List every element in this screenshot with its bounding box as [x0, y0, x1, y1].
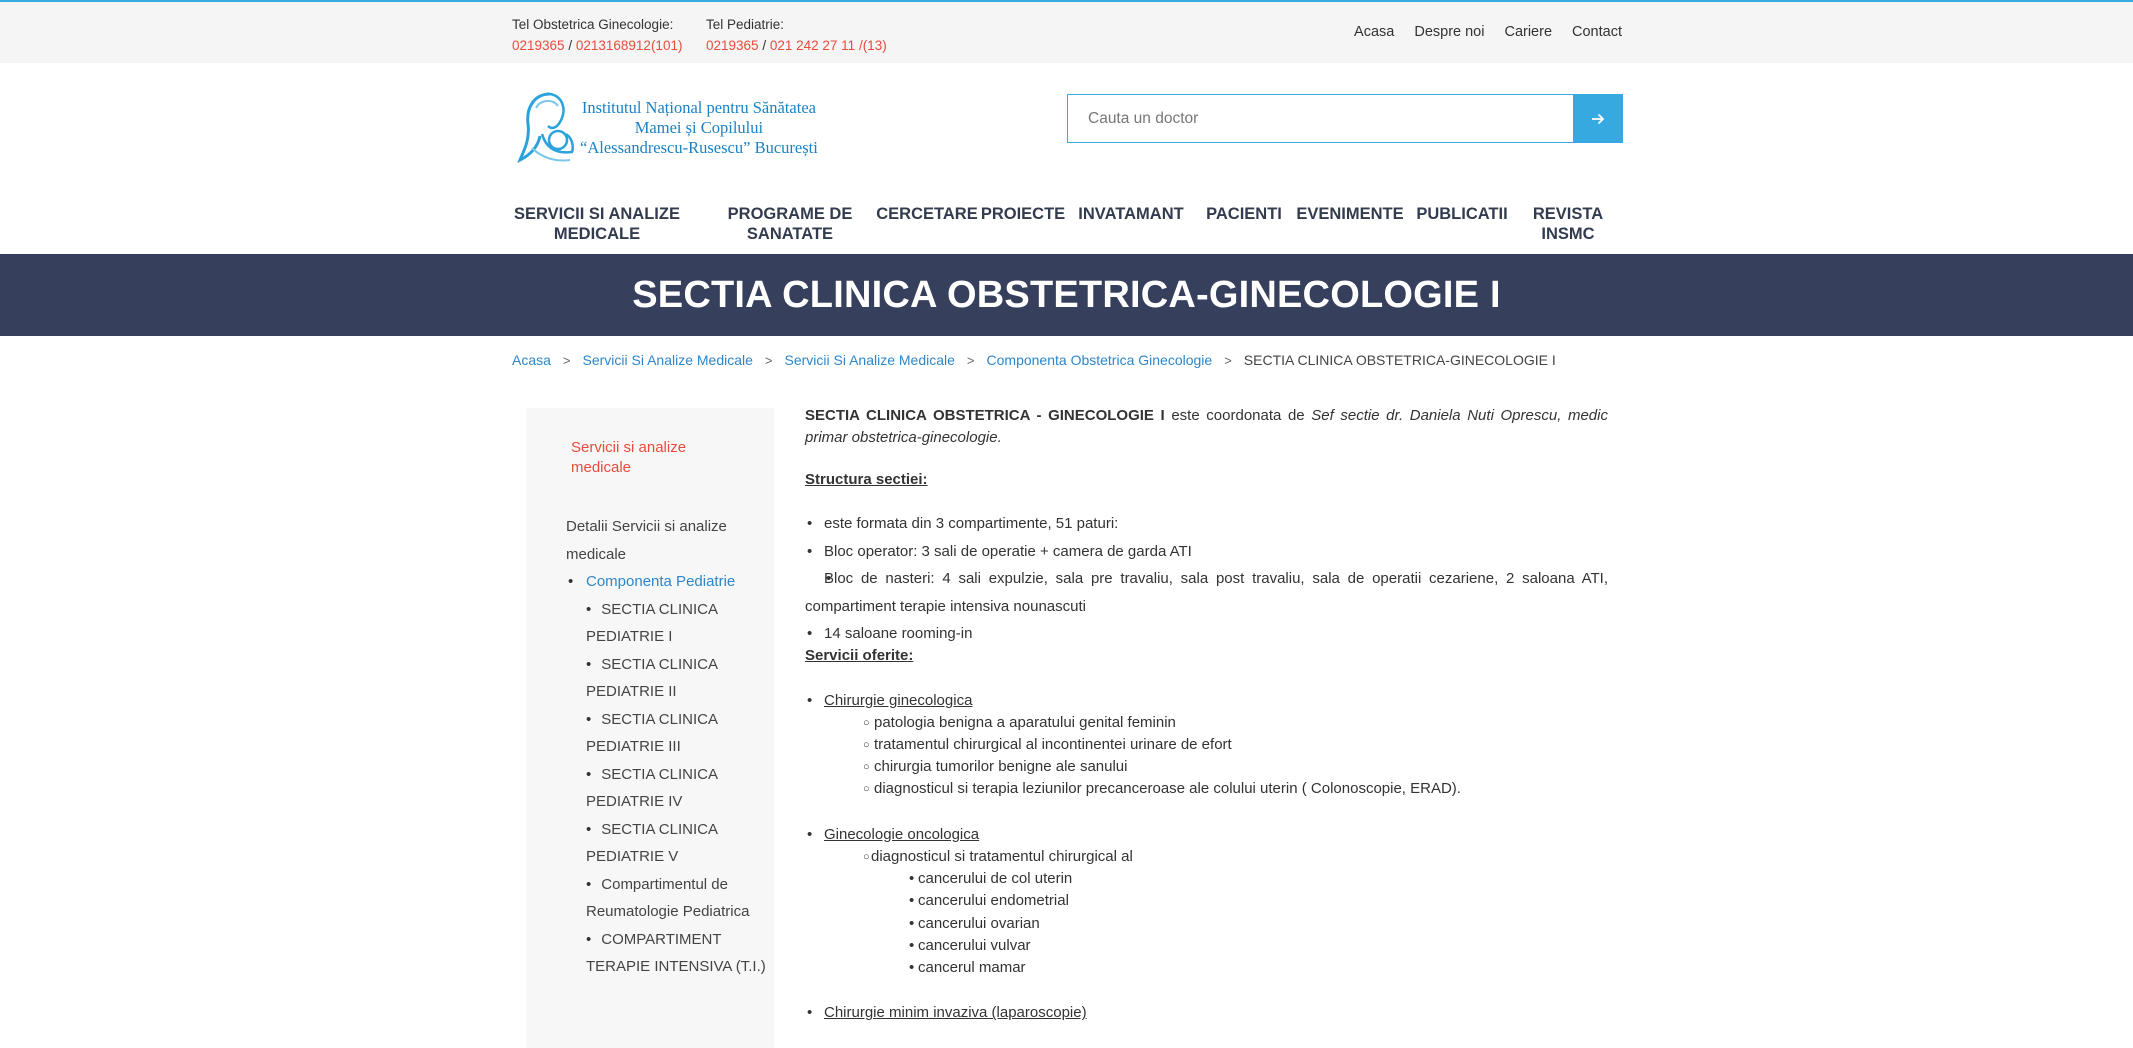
sidebar-subitem-pediatrie-iv[interactable] [566, 761, 766, 816]
phone-obstetrica [512, 14, 682, 56]
category-chirurgie-minim-invaziva [805, 1002, 1608, 1024]
logo-line-2: Mamei și Copilului [634, 118, 764, 137]
top-link-contact[interactable]: Contact [1572, 24, 1622, 40]
list-item: • Bloc operator: 3 sali de operatie + camera de garda ATI [805, 538, 1608, 566]
intro-paragraph [805, 405, 1608, 449]
breadcrumb-item-servicii[interactable]: Servicii Si Analize Medicale [582, 352, 753, 368]
intro-text: este coordonata de [1164, 407, 1312, 424]
chevron-right-icon: > [1224, 352, 1232, 368]
logo-text [580, 98, 818, 158]
sidebar-subitem-terapie-intensiva[interactable] [566, 926, 766, 981]
sidebar-subitem-label: SECTIA CLINICA PEDIATRIE II [586, 655, 718, 700]
nav-servicii-si-analize-medicale[interactable]: SERVICII SI ANALIZE MEDICALE [514, 205, 680, 243]
sidebar-item-detalii[interactable]: Detalii Servicii si analize medicale [566, 518, 727, 563]
sidebar-subitem-label: SECTIA CLINICA PEDIATRIE V [586, 820, 718, 865]
bullet: • [586, 765, 592, 783]
breadcrumb-item-componenta-obstetrica[interactable]: Componenta Obstetrica Ginecologie [986, 352, 1213, 368]
sidebar-subitem-label: COMPARTIMENT TERAPIE INTENSIVA (T.I.) [586, 930, 766, 975]
phone-pediatrie-number-2[interactable]: 021 242 27 11 /(13) [769, 38, 887, 53]
list-item: • este formata din 3 compartimente, 51 paturi: [805, 510, 1608, 538]
list-item: ○ diagnosticul si terapia leziunilor precanceroase ale colului uterin ( Colonoscopie, ERAD). [805, 778, 1608, 800]
intro-italic: Sef sectie dr. Daniela Nuti Oprescu, medic primar obstetrica-ginecologie. [805, 407, 1608, 446]
mother-child-logo-icon [512, 88, 584, 168]
phone-pediatrie-label: Tel Pediatrie: [706, 17, 785, 32]
sidebar-subitem-pediatrie-iii[interactable] [566, 706, 766, 761]
logo-line-3: “Alessandrescu-Rusescu” București [580, 138, 818, 157]
list-item: ○ diagnosticul si tratamentul chirurgical al [805, 846, 1608, 868]
search-button[interactable] [1573, 94, 1623, 143]
list-item: • 14 saloane rooming-in [805, 620, 1608, 648]
list-item: ○ patologia benigna a aparatului genital feminin [805, 712, 1608, 734]
list-item: • cancerului ovarian [805, 913, 1608, 935]
category-ginecologie-oncologica [805, 824, 1608, 846]
search-input[interactable] [1067, 94, 1573, 143]
sidebar-menu [566, 513, 766, 981]
top-info-bar [0, 2, 2133, 63]
list-item: • cancerul mamar [805, 957, 1608, 979]
page-title: SECTIA CLINICA OBSTETRICA-GINECOLOGIE I [632, 273, 1501, 316]
sidebar-subitem-label: SECTIA CLINICA PEDIATRIE IV [586, 765, 718, 810]
main-content [805, 405, 1608, 1024]
category-label: Chirurgie minim invaziva (laparoscopie) [824, 1004, 1087, 1022]
bullet: • [586, 600, 592, 618]
top-link-cariere[interactable]: Cariere [1504, 24, 1553, 40]
phone-pediatrie [706, 14, 887, 56]
sidebar-subitem-label: SECTIA CLINICA PEDIATRIE I [586, 600, 718, 645]
list-item: • Bloc de nasteri: 4 sali expulzie, sala pre travaliu, sala post travaliu, sala de operatii cezariene, 2 saloana ATI, compartiment terapie intensiva nounascuti [805, 565, 1608, 620]
bullet: • [586, 820, 592, 838]
category-label: Chirurgie ginecologica [824, 691, 973, 709]
list-item: • cancerului de col uterin [805, 868, 1608, 890]
list-item: ○ tratamentul chirurgical al incontinentei urinare de efort [805, 734, 1608, 756]
breadcrumb-item-servicii-2[interactable]: Servicii Si Analize Medicale [784, 352, 955, 368]
chevron-right-icon: > [562, 352, 571, 368]
breadcrumb-item-acasa[interactable]: Acasa [512, 352, 551, 368]
phone-obstetrica-number-1[interactable]: 0219365 [512, 38, 565, 53]
structura-heading: Structura sectiei: [805, 471, 928, 488]
category-chirurgie-ginecologica [805, 690, 1608, 712]
list-item: • cancerului endometrial [805, 890, 1608, 912]
category-label: Ginecologie oncologica [824, 825, 980, 843]
top-link-despre-noi[interactable]: Despre noi [1414, 24, 1485, 40]
phone-pediatrie-number-1[interactable]: 0219365 [706, 38, 759, 53]
top-link-acasa[interactable]: Acasa [1354, 24, 1395, 40]
nav-invatamant[interactable]: INVATAMANT [1078, 205, 1184, 223]
top-navigation [1354, 24, 1622, 40]
arrow-right-icon [1590, 111, 1606, 127]
breadcrumb-current: SECTIA CLINICA OBSTETRICA-GINECOLOGIE I [1243, 352, 1556, 368]
sidebar-subitem-pediatrie-v[interactable] [566, 816, 766, 871]
sidebar-subitem-label: SECTIA CLINICA PEDIATRIE III [586, 710, 718, 755]
bullet: • [586, 930, 592, 948]
bullet: • [586, 710, 592, 728]
logo-line-1: Institutul Național pentru Sănătatea [581, 98, 816, 117]
sidebar-title[interactable]: Servicii si analize medicale [571, 439, 687, 476]
doctor-search [1067, 94, 1623, 143]
chevron-right-icon: > [764, 352, 773, 368]
page-title-banner [0, 254, 2133, 336]
nav-publicatii[interactable]: PUBLICATII [1416, 205, 1508, 223]
nav-evenimente[interactable]: EVENIMENTE [1296, 205, 1404, 223]
structura-list [805, 510, 1608, 648]
nav-proiecte[interactable]: PROIECTE [980, 205, 1066, 223]
nav-cercetare[interactable]: CERCETARE [876, 205, 978, 223]
bullet: • [586, 655, 592, 673]
list-item: • cancerului vulvar [805, 935, 1608, 957]
list-item: ○ chirurgia tumorilor benigne ale sanului [805, 756, 1608, 778]
sidebar-subitem-label: Compartimentul de Reumatologie Pediatrica [586, 875, 750, 920]
main-navigation [512, 204, 1623, 254]
phone-separator: / [762, 38, 767, 53]
sidebar-item-componenta-pediatrie[interactable]: • Componenta Pediatrie [566, 568, 766, 596]
nav-programe-de-sanatate[interactable]: PROGRAME DE SANATATE [727, 205, 853, 243]
phone-obstetrica-number-2[interactable]: 0213168912(101) [575, 38, 683, 53]
phone-separator: / [568, 38, 573, 53]
sidebar-subitem-reumatologie[interactable] [566, 871, 766, 926]
chevron-right-icon: > [966, 352, 975, 368]
sidebar-subitem-pediatrie-i[interactable] [566, 596, 766, 651]
bullet: • [586, 875, 592, 893]
intro-bold: SECTIA CLINICA OBSTETRICA - GINECOLOGIE I [805, 407, 1165, 424]
nav-revista-insmc[interactable]: REVISTA INSMC [1532, 205, 1604, 243]
phone-obstetrica-label: Tel Obstetrica Ginecologie: [512, 17, 674, 32]
servicii-heading: Servicii oferite: [805, 646, 914, 664]
sidebar-subitem-pediatrie-ii[interactable] [566, 651, 766, 706]
site-logo[interactable] [512, 86, 842, 170]
nav-pacienti[interactable]: PACIENTI [1206, 205, 1282, 223]
sidebar [526, 408, 774, 1048]
breadcrumb [512, 352, 1556, 368]
servicii-list [805, 690, 1608, 1025]
